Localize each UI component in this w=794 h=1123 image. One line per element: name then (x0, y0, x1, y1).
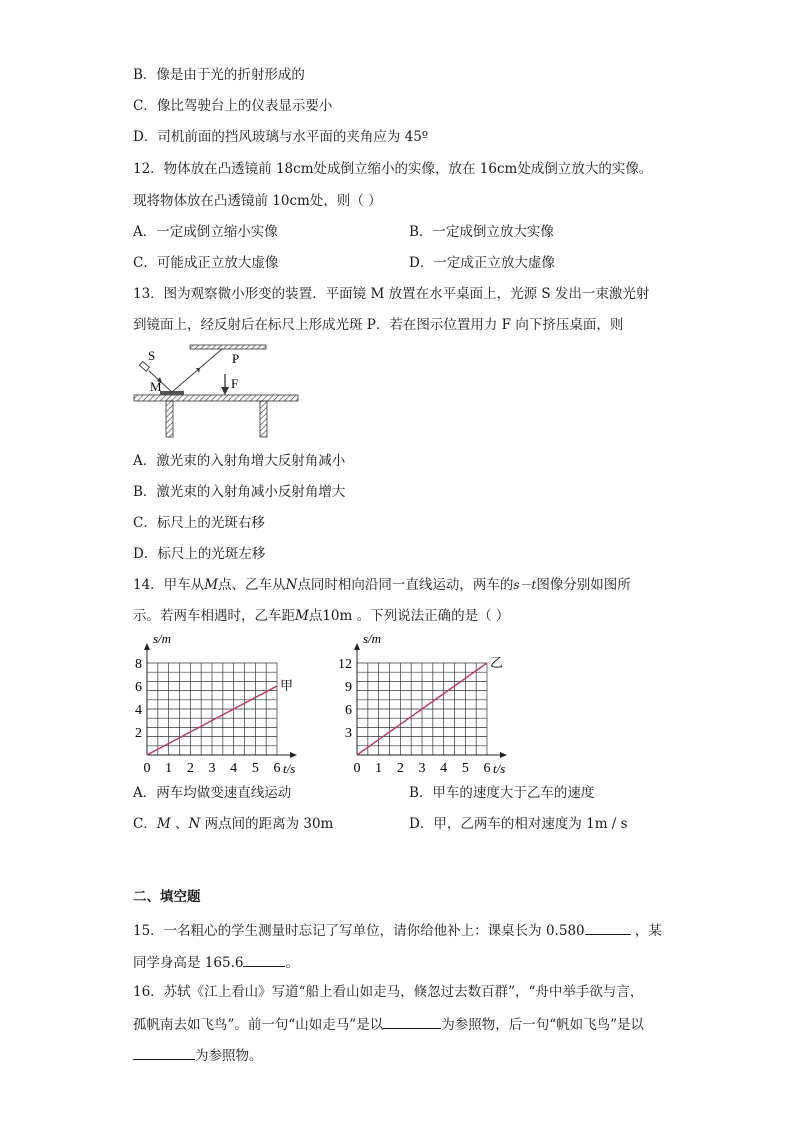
q12-option-b: B．一定成倒立放大实像 (409, 224, 554, 240)
x-tick-label: 2 (396, 761, 404, 776)
q13-option-a: A．激光束的入射角增大反射角减小 (133, 453, 346, 469)
x-axis-arrow (500, 752, 507, 758)
reflected-ray (172, 349, 222, 392)
table-top (134, 395, 298, 401)
label-m: M (150, 379, 162, 394)
y-tick-label: 6 (135, 680, 142, 695)
x-axis-arrow (290, 752, 297, 758)
label-s: S (148, 348, 156, 363)
force-arrow-head (221, 387, 229, 395)
label-p: P (232, 351, 240, 366)
q14-option-d: D．甲，乙两车的相对速度为 1m / s (409, 816, 628, 832)
q12-option-c: C．可能成正立放大虚像 (133, 255, 279, 271)
chart-yi (328, 628, 528, 780)
y-tick-label: 8 (135, 657, 142, 672)
y-tick-label: 12 (338, 657, 352, 672)
q16-line-3: 为参照物。 (133, 1045, 263, 1065)
q13-stem-line-1: 13．图为观察微小形变的装置．平面镜 M 放置在水平桌面上，光源 S 发出一束激光射 (133, 286, 650, 302)
x-axis-label: t/s (283, 761, 296, 776)
y-tick-label: 3 (345, 726, 352, 741)
ruler-scale (190, 345, 266, 349)
label-f: F (231, 376, 239, 391)
x-tick-label: 4 (230, 761, 238, 776)
q12-stem-line-2: 现将物体放在凸透镜前 10cm处，则（ ） (133, 193, 382, 209)
y-tick-label: 4 (135, 703, 142, 718)
q13-option-c: C．标尺上的光斑右移 (133, 515, 265, 531)
q15-line-2: 同学身高是 165.6 。 (133, 952, 299, 972)
q14-stem-line-1: 14．甲车从M点、乙车从N点同时相向沿同一直线运动，两车的s－t图像分别如图所 (133, 577, 631, 593)
q16-line-1: 16．苏轼《江上看山》写道“船上看山如走马，倏忽过去数百群”，“舟中举手欲与言， (133, 984, 644, 1000)
mirror-apparatus-figure (130, 340, 300, 440)
table-leg-right (260, 401, 267, 437)
x-tick-label: 5 (461, 761, 469, 776)
q16-blank-2[interactable] (133, 1045, 195, 1060)
q15-blank-2[interactable] (243, 952, 285, 967)
q13-option-b: B．激光束的入射角减小反射角增大 (133, 484, 346, 500)
q14-stem-line-2: 示。若两车相遇时，乙车距M点10m 。下列说法正确的是（ ） (133, 608, 510, 624)
q12-option-a: A．一定成倒立缩小实像 (133, 224, 278, 240)
q16-line-2: 孤帆南去如飞鸟”。前一句“山如走马”是以 为参照物，后一句“帆如飞鸟”是以 (133, 1014, 644, 1034)
q13-stem-line-2: 到镜面上，经反射后在标尺上形成光斑 P．若在图示位置用力 F 向下挤压桌面，则 (133, 317, 624, 333)
x-tick-label: 5 (251, 761, 259, 776)
x-tick-label: 6 (273, 761, 281, 776)
q12-option-d: D．一定成正立放大虚像 (409, 255, 555, 271)
y-axis-label: s/m (363, 631, 382, 646)
x-tick-label: 2 (186, 761, 194, 776)
q15-blank-1[interactable] (585, 920, 631, 935)
y-tick-label: 2 (135, 726, 142, 741)
y-axis-arrow (354, 643, 360, 650)
q11-option-d: D．司机前面的挡风玻璃与水平面的夹角应为 45º (133, 129, 429, 145)
q14-option-b: B．甲车的速度大于乙车的速度 (409, 785, 595, 801)
x-tick-label: 0 (353, 761, 361, 776)
q14-option-c: C．M 、N 两点间的距离为 30m (133, 816, 334, 832)
q16-blank-1[interactable] (383, 1014, 441, 1029)
q11-option-c: C．像比驾驶台上的仪表显示要小 (133, 98, 333, 114)
y-tick-label: 6 (345, 703, 352, 718)
x-tick-label: 0 (143, 761, 151, 776)
section-title: 二、填空题 (133, 889, 201, 905)
x-tick-label: 4 (440, 761, 448, 776)
q11-option-b: B．像是由于光的折射形成的 (133, 67, 305, 83)
q14-option-a: A．两车均做变速直线运动 (133, 785, 292, 801)
q12-stem-line-1: 12．物体放在凸透镜前 18cm处成倒立缩小的实像，放在 16cm处成倒立放大的实像。 (133, 161, 653, 177)
chart-jia (118, 628, 318, 780)
series-label: 甲 (280, 678, 294, 693)
x-axis-label: t/s (493, 761, 506, 776)
table-leg-left (166, 401, 173, 437)
x-tick-label: 1 (375, 761, 383, 776)
x-tick-label: 3 (418, 761, 426, 776)
x-tick-label: 3 (208, 761, 216, 776)
x-tick-label: 6 (483, 761, 491, 776)
y-axis-label: s/m (153, 631, 172, 646)
y-tick-label: 9 (345, 680, 352, 695)
x-tick-label: 1 (165, 761, 173, 776)
q15-line-1: 15．一名粗心的学生测量时忘记了写单位，请你给他补上：课桌长为 0.580 ，某 (133, 920, 662, 940)
y-axis-arrow (144, 643, 150, 650)
series-label: 乙 (490, 655, 504, 670)
q13-option-d: D．标尺上的光斑左移 (133, 546, 266, 562)
